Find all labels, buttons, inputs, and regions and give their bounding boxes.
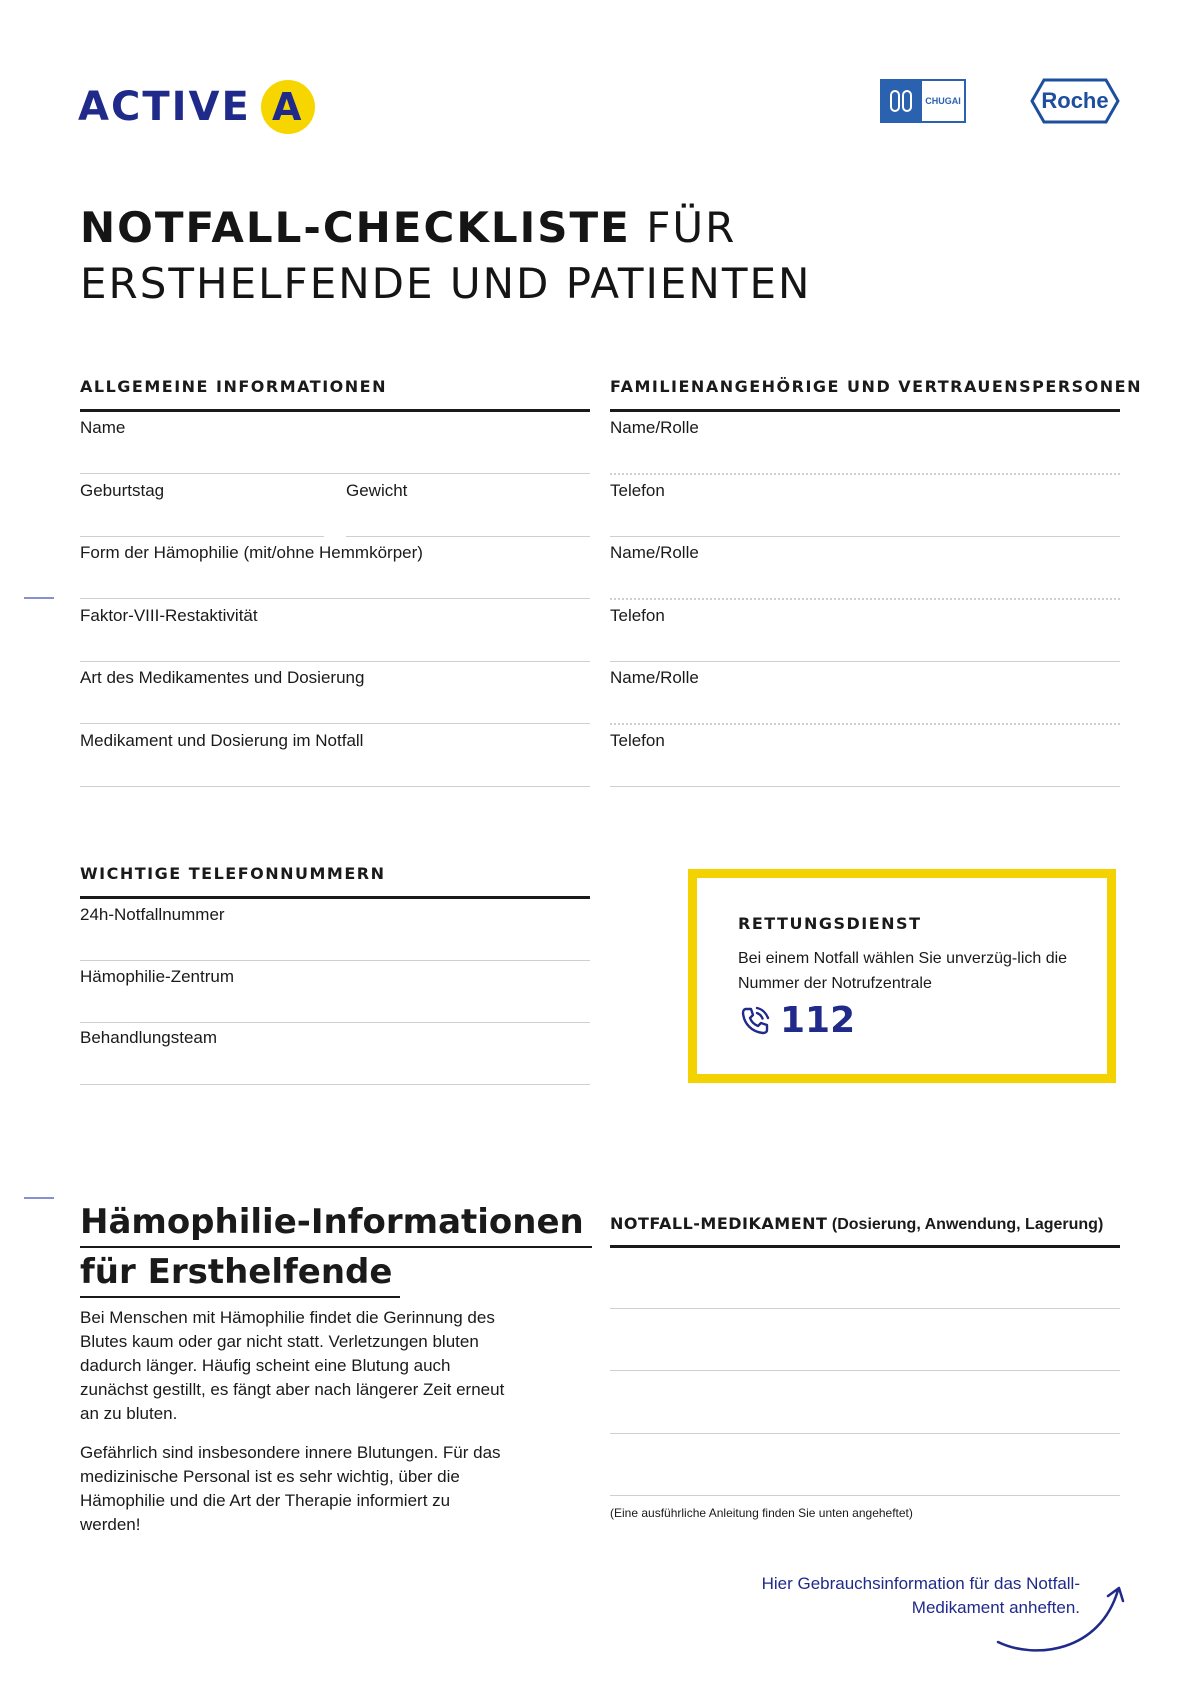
weight-label: Gewicht	[346, 481, 408, 500]
hemophilia-form-field[interactable]	[80, 598, 590, 599]
attach-note: Hier Gebrauchsinformation für das Notfall-Medikament anheften.	[761, 1574, 1080, 1617]
weight-field[interactable]	[346, 536, 590, 537]
medication-field[interactable]	[80, 723, 590, 724]
roche-logo-text: Roche	[1041, 88, 1109, 113]
family-phone-1-field[interactable]	[610, 536, 1120, 537]
family-phone-2-field[interactable]	[610, 661, 1120, 662]
chugai-text: CHUGAI	[925, 96, 961, 106]
emergency-med-note: (Eine ausführliche Anleitung finden Sie unten angeheftet)	[610, 1506, 913, 1520]
family-rule	[610, 409, 1120, 412]
emergency-med-heading	[610, 1214, 1103, 1234]
family-name-role-1-field[interactable]	[610, 473, 1120, 475]
team-label: Behandlungsteam	[80, 1028, 218, 1047]
page-title	[80, 200, 811, 312]
rescue-number: 112	[780, 1000, 856, 1041]
general-info-heading: ALLGEMEINE INFORMATIONEN	[80, 377, 387, 396]
family-phone-2-label: Telefon	[610, 606, 665, 625]
emergency-med-line-1[interactable]	[610, 1308, 1120, 1309]
fold-mark	[24, 1197, 54, 1199]
title-bold: NOTFALL-CHECKLISTE	[80, 203, 631, 252]
family-name-role-3-field[interactable]	[610, 723, 1120, 725]
chugai-mark-icon	[882, 81, 922, 121]
family-heading: FAMILIENANGEHÖRIGE UND VERTRAUENSPERSONEN	[610, 377, 1142, 396]
phones-heading: WICHTIGE TELEFONNUMMERN	[80, 864, 386, 883]
factor-activity-label: Faktor-VIII-Restaktivität	[80, 606, 258, 625]
birthday-field[interactable]	[80, 536, 324, 537]
emergency-med-heading-rest: (Dosierung, Anwendung, Lagerung)	[827, 1216, 1104, 1233]
family-name-role-1-label: Name/Rolle	[610, 418, 699, 437]
family-phone-3-field[interactable]	[610, 786, 1120, 787]
rescue-phone	[738, 1000, 855, 1041]
phones-rule	[80, 896, 590, 899]
emergency-med-line-2[interactable]	[610, 1370, 1120, 1371]
info-paragraph-1: Bei Menschen mit Hämophilie findet die Gerinnung des Blutes kaum oder gar nicht statt. Verletzungen bluten dadurch länger. Häufig scheint eine Blutung auch zunächst gestillt, es fängt aber nach längerer Zeit erneut an zu bluten.	[80, 1308, 505, 1423]
rescue-heading: RETTUNGSDIENST	[738, 914, 922, 933]
info-paragraph-2: Gefährlich sind insbesondere innere Blutungen. Für das medizinische Personal ist es sehr wichtig, über die Hämophilie und die Art der Therapie informiert zu werden!	[80, 1443, 501, 1534]
name-field[interactable]	[80, 473, 590, 474]
hotline-label: 24h-Notfallnummer	[80, 905, 225, 924]
family-phone-3-label: Telefon	[610, 731, 665, 750]
family-name-role-2-field[interactable]	[610, 598, 1120, 600]
emergency-med-heading-bold: NOTFALL-MEDIKAMENT	[610, 1214, 828, 1233]
rescue-text: Bei einem Notfall wählen Sie unverzüg-lich die Nummer der Notrufzentrale	[738, 950, 1068, 992]
hotline-field[interactable]	[80, 960, 590, 961]
emergency-medication-field[interactable]	[80, 786, 590, 787]
center-field[interactable]	[80, 1022, 590, 1023]
family-name-role-2-label: Name/Rolle	[610, 543, 699, 562]
phone-ringing-icon	[738, 1004, 772, 1038]
hemophilia-form-label: Form der Hämophilie (mit/ohne Hemmkörper)	[80, 543, 423, 562]
family-name-role-3-label: Name/Rolle	[610, 668, 699, 687]
title-rest: FÜR	[630, 203, 737, 252]
info-heading-line-2: für Ersthelfende	[80, 1248, 400, 1298]
title-line-2: ERSTHELFENDE UND PATIENTEN	[80, 259, 812, 308]
center-label: Hämophilie-Zentrum	[80, 967, 234, 986]
factor-activity-field[interactable]	[80, 661, 590, 662]
medication-label: Art des Medikamentes und Dosierung	[80, 668, 365, 687]
team-field[interactable]	[80, 1084, 590, 1085]
curved-arrow-icon	[990, 1582, 1140, 1658]
birthday-label: Geburtstag	[80, 481, 165, 500]
active-a-logo	[78, 80, 315, 134]
brand-a-badge: A	[261, 80, 315, 134]
emergency-med-rule	[610, 1245, 1120, 1248]
brand-text: ACTIVE	[78, 84, 251, 130]
chugai-logo	[880, 79, 966, 123]
info-heading-line-1: Hämophilie-Informationen	[80, 1198, 592, 1248]
family-phone-1-label: Telefon	[610, 481, 665, 500]
emergency-med-line-4[interactable]	[610, 1495, 1120, 1496]
general-info-rule	[80, 409, 590, 412]
name-label: Name	[80, 418, 126, 437]
fold-mark	[24, 597, 54, 599]
emergency-med-line-3[interactable]	[610, 1433, 1120, 1434]
emergency-medication-label: Medikament und Dosierung im Notfall	[80, 731, 364, 750]
info-heading	[80, 1198, 592, 1298]
